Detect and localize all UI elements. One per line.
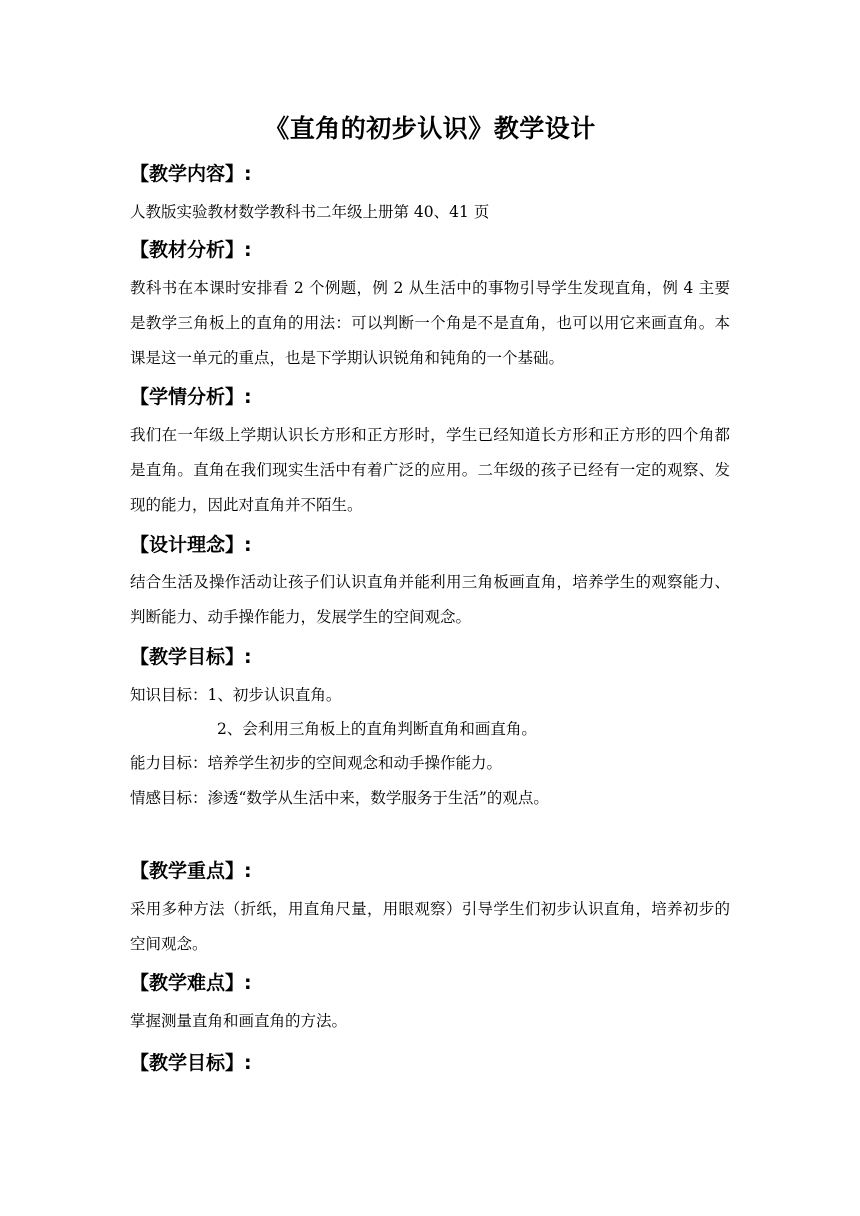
goal-knowledge-line-2: 2、会利用三角板上的直角判断直角和画直角。	[217, 720, 537, 738]
section-heading-student-analysis: 【学情分析】:	[130, 386, 252, 408]
section-heading-design-concept: 【设计理念】:	[130, 534, 252, 556]
goal-knowledge-line-1: 知识目标：1、初步认识直角。	[130, 686, 342, 704]
document-title: 《直角的初步认识》教学设计	[264, 114, 596, 143]
section-heading-teaching-goals: 【教学目标】:	[130, 646, 252, 668]
section-heading-textbook-analysis: 【教材分析】:	[130, 239, 252, 261]
section-body-difficulties: 掌握测量直角和画直角的方法。	[130, 1012, 348, 1030]
section-body-student-analysis: 我们在一年级上学期认识长方形和正方形时，学生已经知道长方形和正方形的四个角都是直角。直角在我们现实生活中有着广泛的应用。二年级的孩子已经有一定的观察、发现的能力，因此对直角并不陌生。	[130, 426, 730, 514]
goal-ability-line: 能力目标：培养学生初步的空间观念和动手操作能力。	[130, 754, 503, 772]
section-body-teaching-content: 人教版实验教材数学教科书二年级上册第 40、41 页	[130, 203, 490, 221]
section-heading-key-points: 【教学重点】:	[130, 860, 252, 882]
section-body-key-points: 采用多种方法（折纸，用直角尺量，用眼观察）引导学生们初步认识直角，培养初步的空间观念。	[130, 900, 730, 953]
section-body-textbook-analysis: 教科书在本课时安排看 2 个例题，例 2 从生活中的事物引导学生发现直角，例 4 主要是教学三角板上的直角的用法：可以判断一个角是不是直角，也可以用它来画直角。本课是这一单元的重点，也是下学期认识锐角和钝角的一个基础。	[130, 279, 730, 367]
section-heading-teaching-goals-2: 【教学目标】:	[130, 1052, 252, 1074]
section-body-design-concept: 结合生活及操作活动让孩子们认识直角并能利用三角板画直角，培养学生的观察能力、判断能力、动手操作能力，发展学生的空间观念。	[130, 573, 730, 626]
goal-emotion-line: 情感目标：渗透“数学从生活中来，数学服务于生活”的观点。	[130, 789, 549, 807]
section-heading-difficulties: 【教学难点】:	[130, 972, 252, 994]
section-heading-teaching-content: 【教学内容】:	[130, 163, 252, 185]
